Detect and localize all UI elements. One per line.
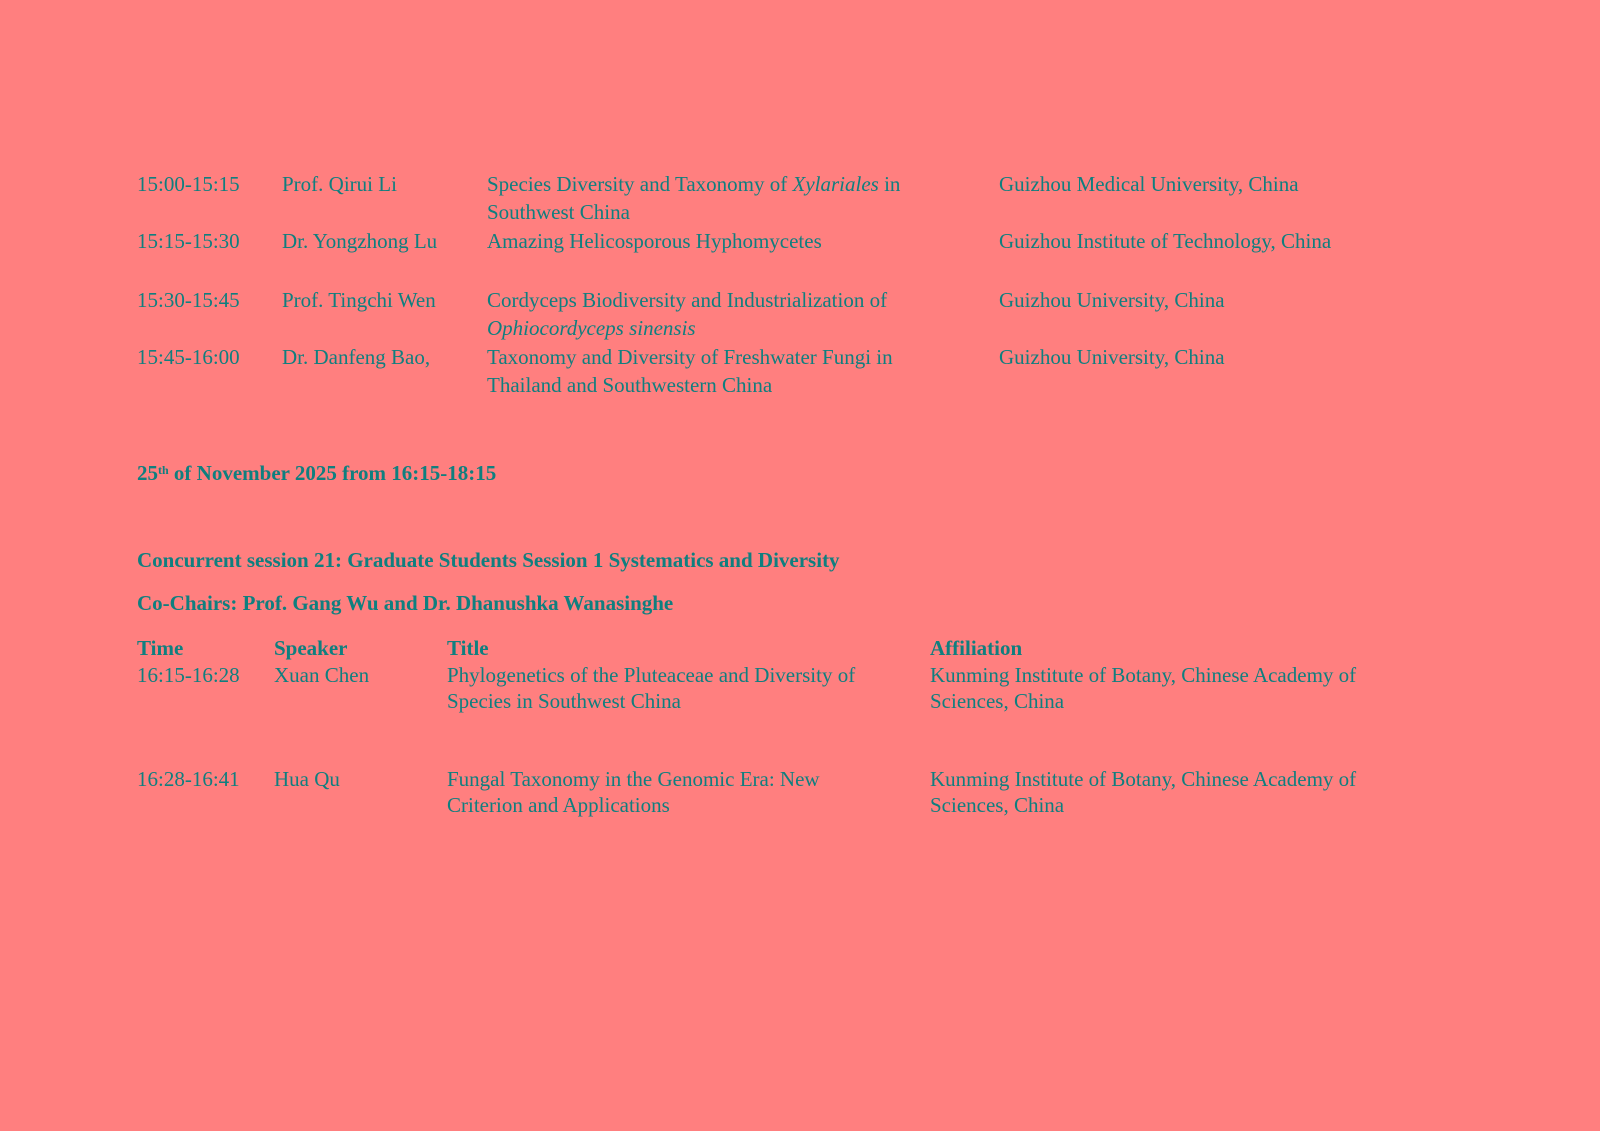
session-title: Concurrent session 21: Graduate Students Session 1 Systematics and Diversity <box>137 548 840 572</box>
title-cell: Cordyceps Biodiversity and Industrialization of Ophiocordyceps sinensis <box>487 288 888 340</box>
affiliation-cell: Guizhou Institute of Technology, China <box>999 229 1332 253</box>
header-affiliation: Affiliation <box>930 636 1023 660</box>
title-cell: Amazing Helicosporous Hyphomycetes <box>487 229 822 253</box>
date-heading: 25th of November 2025 from 16:15-18:15 <box>137 461 497 485</box>
speaker-cell: Prof. Qirui Li <box>282 172 397 196</box>
speaker-cell: Prof. Tingchi Wen <box>282 288 436 312</box>
header-speaker: Speaker <box>274 636 348 660</box>
title-cell: Taxonomy and Diversity of Freshwater Fungi in Thailand and Southwestern China <box>487 345 893 397</box>
affiliation-cell: Guizhou University, China <box>999 345 1225 369</box>
title-cell: Fungal Taxonomy in the Genomic Era: New Criterion and Applications <box>447 767 820 817</box>
title-cell: Species Diversity and Taxonomy of Xylariales in Southwest China <box>487 172 901 224</box>
time-cell: 16:28-16:41 <box>137 767 240 791</box>
speaker-cell: Dr. Yongzhong Lu <box>282 229 438 253</box>
header-title: Title <box>447 636 489 660</box>
time-cell: 15:15-15:30 <box>137 229 240 253</box>
time-cell: 16:15-16:28 <box>137 663 240 687</box>
affiliation-cell: Guizhou Medical University, China <box>999 172 1299 196</box>
time-cell: 15:00-15:15 <box>137 172 240 196</box>
affiliation-cell: Guizhou University, China <box>999 288 1225 312</box>
affiliation-cell: Kunming Institute of Botany, Chinese Academy of Sciences, China <box>930 663 1357 713</box>
session-cochairs: Co-Chairs: Prof. Gang Wu and Dr. Dhanushka Wanasinghe <box>137 591 674 615</box>
speaker-cell: Dr. Danfeng Bao, <box>282 345 431 369</box>
speaker-cell: Hua Qu <box>274 767 340 791</box>
time-cell: 15:45-16:00 <box>137 345 240 369</box>
affiliation-cell: Kunming Institute of Botany, Chinese Academy of Sciences, China <box>930 767 1357 817</box>
speaker-cell: Xuan Chen <box>274 663 370 687</box>
time-cell: 15:30-15:45 <box>137 288 240 312</box>
title-cell: Phylogenetics of the Pluteaceae and Diversity of Species in Southwest China <box>447 663 856 713</box>
header-time: Time <box>137 636 184 660</box>
